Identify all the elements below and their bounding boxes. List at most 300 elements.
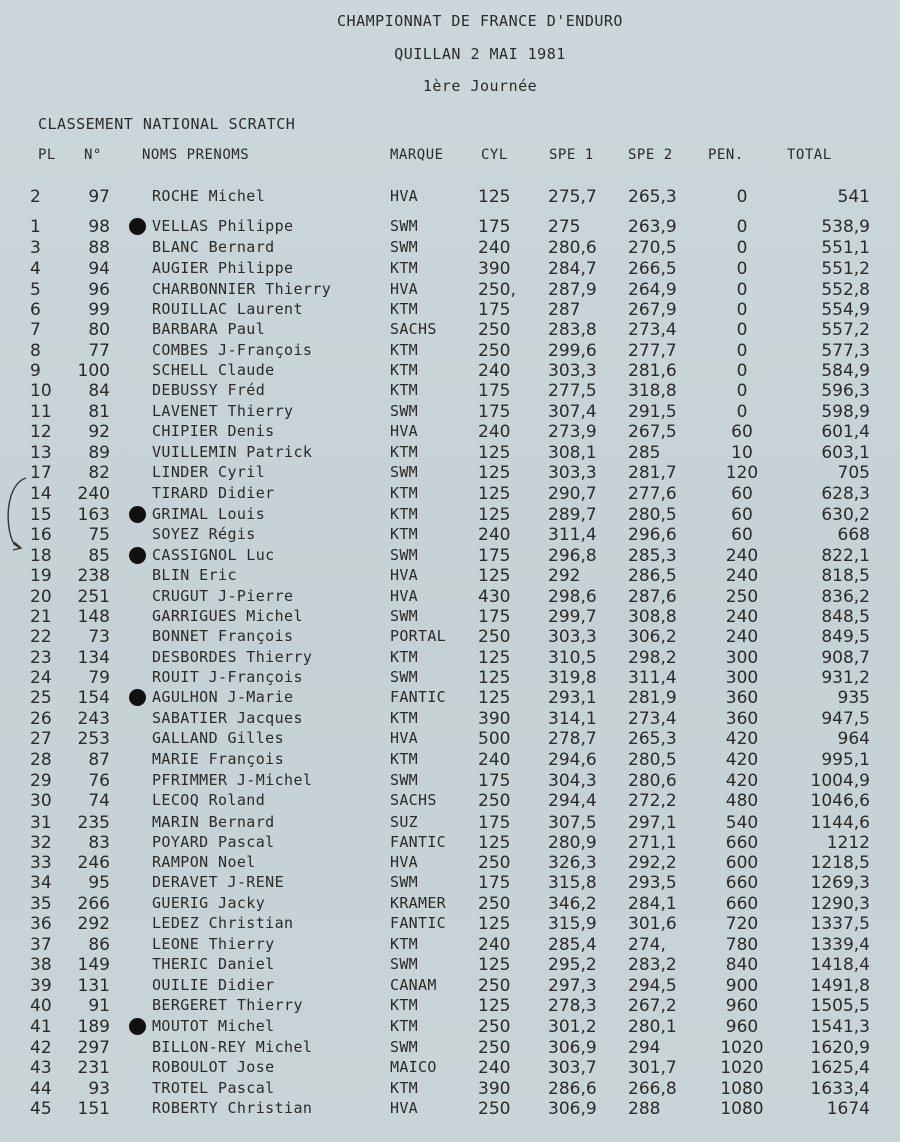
cell-total: 1620,9	[810, 1038, 870, 1058]
cell-name: AUGIER Philippe	[152, 259, 294, 277]
cell-total: 849,5	[821, 627, 870, 647]
table-row	[0, 320, 900, 340]
cell-pl: 35	[30, 894, 52, 914]
cell-num: 92	[88, 422, 110, 442]
cell-cyl: 125	[478, 688, 511, 708]
day-label: 1ère Journée	[422, 77, 538, 95]
cell-num: 84	[88, 381, 110, 401]
cell-pl: 42	[30, 1038, 52, 1058]
cell-num: 86	[88, 935, 110, 955]
cell-spe1: 296,8	[548, 546, 597, 566]
cell-name: COMBES J-François	[152, 341, 313, 359]
table-row	[0, 688, 900, 708]
cell-total: 995,1	[821, 750, 870, 770]
cell-pen: 0	[736, 402, 748, 422]
cell-cyl: 390	[478, 1079, 511, 1099]
cell-pen: 660	[725, 873, 759, 893]
cell-spe2: 272,2	[628, 791, 677, 811]
cell-marque: KTM	[390, 361, 418, 379]
cell-spe1: 298,6	[548, 587, 597, 607]
cell-marque: HVA	[390, 280, 418, 298]
table-row	[0, 217, 900, 237]
cell-spe1: 290,7	[548, 484, 597, 504]
cell-marque: HVA	[390, 587, 418, 605]
cell-pl: 38	[30, 955, 52, 975]
cell-pen: 0	[736, 187, 748, 207]
cell-spe2: 296,6	[628, 525, 677, 545]
cell-spe2: 285	[628, 443, 661, 463]
col-number: N°	[84, 147, 102, 163]
cell-cyl: 240	[478, 361, 511, 381]
cell-pl: 8	[30, 341, 41, 361]
cell-pen: 300	[725, 648, 759, 668]
cell-pen: 420	[725, 750, 759, 770]
cell-total: 596,3	[821, 381, 870, 401]
cell-pl: 14	[30, 484, 52, 504]
cell-spe2: 280,5	[628, 505, 677, 525]
cell-pen: 660	[725, 833, 759, 853]
cell-marque: KTM	[390, 484, 418, 502]
cell-spe1: 306,9	[548, 1038, 597, 1058]
cell-total: 1144,6	[810, 813, 870, 833]
cell-name: DERAVET J-RENE	[152, 873, 285, 891]
cell-pen: 240	[725, 566, 759, 586]
cell-marque: KTM	[390, 381, 418, 399]
cell-cyl: 175	[478, 607, 511, 627]
cell-total: 818,5	[821, 566, 870, 586]
cell-marque: SWM	[390, 402, 418, 420]
cell-spe1: 307,5	[548, 813, 597, 833]
cell-cyl: 125	[478, 505, 511, 525]
cell-spe1: 292	[548, 566, 581, 586]
cell-total: 1212	[826, 833, 870, 853]
cell-name: OUILIE Didier	[152, 976, 275, 994]
cell-total: 1625,4	[810, 1058, 870, 1078]
cell-pen: 720	[725, 914, 759, 934]
cell-pen: 240	[725, 607, 759, 627]
cell-pen: 360	[725, 709, 759, 729]
cell-spe2: 292,2	[628, 853, 677, 873]
cell-pen: 840	[725, 955, 759, 975]
cell-cyl: 125	[478, 463, 511, 483]
cell-spe1: 295,2	[548, 955, 597, 975]
cell-name: BILLON-REY Michel	[152, 1038, 313, 1056]
cell-cyl: 390	[478, 259, 511, 279]
cell-spe1: 303,7	[548, 1058, 597, 1078]
table-row	[0, 627, 900, 647]
cell-spe2: 308,8	[628, 607, 677, 627]
table-row	[0, 771, 900, 791]
cell-pen: 0	[736, 217, 748, 237]
cell-cyl: 250	[478, 976, 511, 996]
cell-spe2: 265,3	[628, 729, 677, 749]
cell-num: 231	[77, 1058, 110, 1078]
cell-cyl: 125	[478, 187, 511, 207]
cell-num: 134	[77, 648, 110, 668]
cell-spe1: 303,3	[548, 463, 597, 483]
cell-pen: 0	[736, 341, 748, 361]
cell-spe1: 297,3	[548, 976, 597, 996]
table-row	[0, 361, 900, 381]
cell-spe2: 285,3	[628, 546, 677, 566]
table-row	[0, 853, 900, 873]
cell-cyl: 250	[478, 320, 511, 340]
cell-name: LINDER Cyril	[152, 463, 266, 481]
cell-pen: 0	[736, 259, 748, 279]
cell-spe2: 274,	[628, 935, 666, 955]
cell-spe2: 293,5	[628, 873, 677, 893]
cell-total: 1541,3	[810, 1017, 870, 1037]
cell-pl: 44	[30, 1079, 52, 1099]
cell-num: 80	[88, 320, 110, 340]
cell-name: SABATIER Jacques	[152, 709, 303, 727]
table-row	[0, 976, 900, 996]
cell-spe1: 275,7	[548, 187, 597, 207]
cell-marque: SWM	[390, 546, 418, 564]
cell-marque: KTM	[390, 709, 418, 727]
cell-cyl: 240	[478, 750, 511, 770]
cell-marque: KTM	[390, 525, 418, 543]
cell-pen: 120	[725, 463, 759, 483]
table-row	[0, 750, 900, 770]
cell-name: POYARD Pascal	[152, 833, 275, 851]
cell-name: GUERIG Jacky	[152, 894, 266, 912]
cell-pl: 6	[30, 300, 41, 320]
cell-marque: FANTIC	[390, 688, 446, 706]
cell-pen: 420	[725, 771, 759, 791]
cell-spe1: 304,3	[548, 771, 597, 791]
cell-pl: 33	[30, 853, 52, 873]
table-row	[0, 729, 900, 749]
table-row	[0, 791, 900, 811]
cell-name: ROBOULOT Jose	[152, 1058, 275, 1076]
cell-num: 100	[77, 361, 110, 381]
cell-num: 246	[77, 853, 110, 873]
cell-pl: 17	[30, 463, 52, 483]
cell-name: MOUTOT Michel	[152, 1017, 275, 1035]
cell-pl: 13	[30, 443, 52, 463]
cell-pen: 0	[736, 280, 748, 300]
cell-pl: 2	[30, 187, 41, 207]
cell-pen: 360	[725, 688, 759, 708]
cell-cyl: 125	[478, 668, 511, 688]
cell-total: 552,8	[821, 280, 870, 300]
table-row	[0, 484, 900, 504]
cell-marque: SACHS	[390, 791, 437, 809]
cell-total: 557,2	[821, 320, 870, 340]
table-row	[0, 1079, 900, 1099]
cell-spe2: 283,2	[628, 955, 677, 975]
cell-marque: SWM	[390, 1038, 418, 1056]
cell-cyl: 250,	[478, 280, 516, 300]
cell-pen: 60	[731, 525, 753, 545]
cell-marque: KTM	[390, 505, 418, 523]
col-total: TOTAL	[787, 147, 832, 163]
cell-pl: 32	[30, 833, 52, 853]
cell-pl: 1	[30, 217, 41, 237]
cell-name: TROTEL Pascal	[152, 1079, 275, 1097]
table-row	[0, 894, 900, 914]
cell-spe2: 298,2	[628, 648, 677, 668]
cell-spe2: 263,9	[628, 217, 677, 237]
cell-cyl: 250	[478, 853, 511, 873]
cell-total: 908,7	[821, 648, 870, 668]
cell-num: 243	[77, 709, 110, 729]
cell-num: 292	[77, 914, 110, 934]
cell-cyl: 125	[478, 996, 511, 1016]
cell-spe1: 303,3	[548, 627, 597, 647]
cell-marque: KTM	[390, 1017, 418, 1035]
cell-total: 1339,4	[810, 935, 870, 955]
cell-cyl: 500	[478, 729, 511, 749]
cell-spe1: 314,1	[548, 709, 597, 729]
cell-cyl: 175	[478, 300, 511, 320]
cell-num: 98	[88, 217, 110, 237]
cell-marque: KTM	[390, 341, 418, 359]
cell-num: 266	[77, 894, 110, 914]
cell-num: 83	[88, 833, 110, 853]
cell-spe2: 281,7	[628, 463, 677, 483]
table-row	[0, 238, 900, 258]
cell-spe1: 308,1	[548, 443, 597, 463]
table-row	[0, 402, 900, 422]
table-row	[0, 668, 900, 688]
cell-num: 82	[88, 463, 110, 483]
cell-total: 848,5	[821, 607, 870, 627]
cell-name: DESBORDES Thierry	[152, 648, 313, 666]
cell-spe2: 267,5	[628, 422, 677, 442]
cell-pl: 20	[30, 587, 52, 607]
cell-spe2: 318,8	[628, 381, 677, 401]
cell-spe2: 264,9	[628, 280, 677, 300]
cell-pl: 29	[30, 771, 52, 791]
event-location-date: QUILLAN 2 MAI 1981	[394, 45, 566, 63]
hand-drawn-arrow	[0, 470, 40, 560]
cell-marque: KTM	[390, 443, 418, 461]
table-row	[0, 813, 900, 833]
cell-cyl: 175	[478, 546, 511, 566]
cell-marque: FANTIC	[390, 833, 446, 851]
cell-num: 189	[77, 1017, 110, 1037]
table-row	[0, 566, 900, 586]
cell-pl: 37	[30, 935, 52, 955]
cell-num: 297	[77, 1038, 110, 1058]
cell-pl: 28	[30, 750, 52, 770]
cell-pen: 60	[731, 484, 753, 504]
cell-total: 1491,8	[810, 976, 870, 996]
cell-pen: 1020	[720, 1058, 764, 1078]
table-row	[0, 259, 900, 279]
cell-num: 77	[88, 341, 110, 361]
cell-marque: HVA	[390, 566, 418, 584]
cell-marque: KTM	[390, 935, 418, 953]
cell-num: 93	[88, 1079, 110, 1099]
cell-cyl: 175	[478, 381, 511, 401]
cell-cyl: 175	[478, 771, 511, 791]
cell-num: 81	[88, 402, 110, 422]
cell-name: ROUIT J-François	[152, 668, 303, 686]
cell-spe2: 301,6	[628, 914, 677, 934]
cell-pl: 5	[30, 280, 41, 300]
cell-total: 601,4	[821, 422, 870, 442]
cell-name: SOYEZ Régis	[152, 525, 256, 543]
cell-spe2: 291,5	[628, 402, 677, 422]
cell-marque: KTM	[390, 1079, 418, 1097]
cell-total: 538,9	[821, 217, 870, 237]
cell-name: THERIC Daniel	[152, 955, 275, 973]
cell-pl: 21	[30, 607, 52, 627]
cell-spe2: 266,5	[628, 259, 677, 279]
black-dot-marker	[129, 689, 146, 706]
cell-pen: 0	[736, 361, 748, 381]
cell-total: 836,2	[821, 587, 870, 607]
cell-pen: 240	[725, 546, 759, 566]
cell-name: BERGERET Thierry	[152, 996, 303, 1014]
cell-spe1: 278,7	[548, 729, 597, 749]
cell-name: BONNET François	[152, 627, 294, 645]
cell-spe2: 265,3	[628, 187, 677, 207]
cell-total: 1004,9	[810, 771, 870, 791]
cell-cyl: 430	[478, 587, 511, 607]
cell-pl: 23	[30, 648, 52, 668]
cell-spe1: 294,4	[548, 791, 597, 811]
table-row	[0, 422, 900, 442]
table-row	[0, 280, 900, 300]
cell-num: 148	[77, 607, 110, 627]
cell-cyl: 250	[478, 1017, 511, 1037]
cell-spe2: 280,6	[628, 771, 677, 791]
cell-pen: 960	[725, 1017, 759, 1037]
table-row	[0, 914, 900, 934]
cell-num: 154	[77, 688, 110, 708]
cell-num: 97	[88, 187, 110, 207]
cell-marque: SWM	[390, 955, 418, 973]
cell-name: CASSIGNOL Luc	[152, 546, 275, 564]
cell-cyl: 125	[478, 484, 511, 504]
cell-name: ROCHE Michel	[152, 187, 266, 205]
cell-name: CRUGUT J-Pierre	[152, 587, 294, 605]
cell-marque: SWM	[390, 238, 418, 256]
table-row	[0, 935, 900, 955]
cell-cyl: 125	[478, 566, 511, 586]
cell-num: 163	[77, 505, 110, 525]
championship-title: CHAMPIONNAT DE FRANCE D'ENDURO	[337, 12, 623, 30]
cell-num: 251	[77, 587, 110, 607]
cell-marque: SWM	[390, 217, 418, 235]
cell-marque: SWM	[390, 607, 418, 625]
cell-cyl: 240	[478, 525, 511, 545]
cell-pl: 45	[30, 1099, 52, 1119]
cell-total: 964	[837, 729, 870, 749]
cell-cyl: 240	[478, 238, 511, 258]
cell-spe2: 297,1	[628, 813, 677, 833]
cell-spe2: 286,5	[628, 566, 677, 586]
cell-spe2: 306,2	[628, 627, 677, 647]
cell-pl: 27	[30, 729, 52, 749]
cell-total: 931,2	[821, 668, 870, 688]
cell-cyl: 250	[478, 791, 511, 811]
black-dot-marker	[129, 218, 146, 235]
cell-num: 149	[77, 955, 110, 975]
cell-spe1: 294,6	[548, 750, 597, 770]
cell-spe2: 267,9	[628, 300, 677, 320]
cell-cyl: 125	[478, 443, 511, 463]
cell-spe1: 299,7	[548, 607, 597, 627]
cell-pen: 10	[731, 443, 753, 463]
cell-total: 947,5	[821, 709, 870, 729]
cell-spe1: 283,8	[548, 320, 597, 340]
table-row	[0, 587, 900, 607]
cell-marque: KTM	[390, 648, 418, 666]
cell-num: 99	[88, 300, 110, 320]
cell-total: 603,1	[821, 443, 870, 463]
cell-spe2: 266,8	[628, 1079, 677, 1099]
cell-marque: PORTAL	[390, 627, 446, 645]
cell-pl: 7	[30, 320, 41, 340]
table-row	[0, 873, 900, 893]
cell-num: 74	[88, 791, 110, 811]
table-row	[0, 833, 900, 853]
cell-spe1: 315,9	[548, 914, 597, 934]
cell-name: GRIMAL Louis	[152, 505, 266, 523]
cell-total: 1418,4	[810, 955, 870, 975]
cell-pen: 0	[736, 320, 748, 340]
cell-pl: 18	[30, 546, 52, 566]
table-row	[0, 1058, 900, 1078]
table-row	[0, 1017, 900, 1037]
cell-pl: 36	[30, 914, 52, 934]
cell-num: 253	[77, 729, 110, 749]
cell-total: 551,2	[821, 259, 870, 279]
cell-marque: SWM	[390, 463, 418, 481]
cell-num: 96	[88, 280, 110, 300]
cell-spe1: 287	[548, 300, 581, 320]
cell-spe1: 319,8	[548, 668, 597, 688]
cell-pl: 25	[30, 688, 52, 708]
cell-num: 76	[88, 771, 110, 791]
cell-pen: 250	[725, 587, 759, 607]
cell-name: LEONE Thierry	[152, 935, 275, 953]
cell-spe2: 273,4	[628, 709, 677, 729]
cell-marque: KTM	[390, 996, 418, 1014]
cell-marque: MAICO	[390, 1058, 437, 1076]
table-row	[0, 996, 900, 1016]
cell-spe1: 315,8	[548, 873, 597, 893]
cell-name: ROUILLAC Laurent	[152, 300, 303, 318]
cell-spe2: 311,4	[628, 668, 677, 688]
cell-name: LECOQ Roland	[152, 791, 266, 809]
cell-spe1: 293,1	[548, 688, 597, 708]
table-row	[0, 955, 900, 975]
cell-pl: 22	[30, 627, 52, 647]
cell-pen: 0	[736, 300, 748, 320]
cell-num: 73	[88, 627, 110, 647]
cell-name: AGULHON J-Marie	[152, 688, 294, 706]
cell-name: BARBARA Paul	[152, 320, 266, 338]
table-row	[0, 505, 900, 525]
cell-spe1: 275	[548, 217, 581, 237]
cell-name: MARIN Bernard	[152, 813, 275, 831]
cell-total: 577,3	[821, 341, 870, 361]
cell-pl: 41	[30, 1017, 52, 1037]
black-dot-marker	[129, 506, 146, 523]
cell-marque: CANAM	[390, 976, 437, 994]
cell-pl: 12	[30, 422, 52, 442]
cell-pl: 39	[30, 976, 52, 996]
table-row	[0, 341, 900, 361]
black-dot-marker	[129, 1018, 146, 1035]
cell-pen: 540	[725, 813, 759, 833]
